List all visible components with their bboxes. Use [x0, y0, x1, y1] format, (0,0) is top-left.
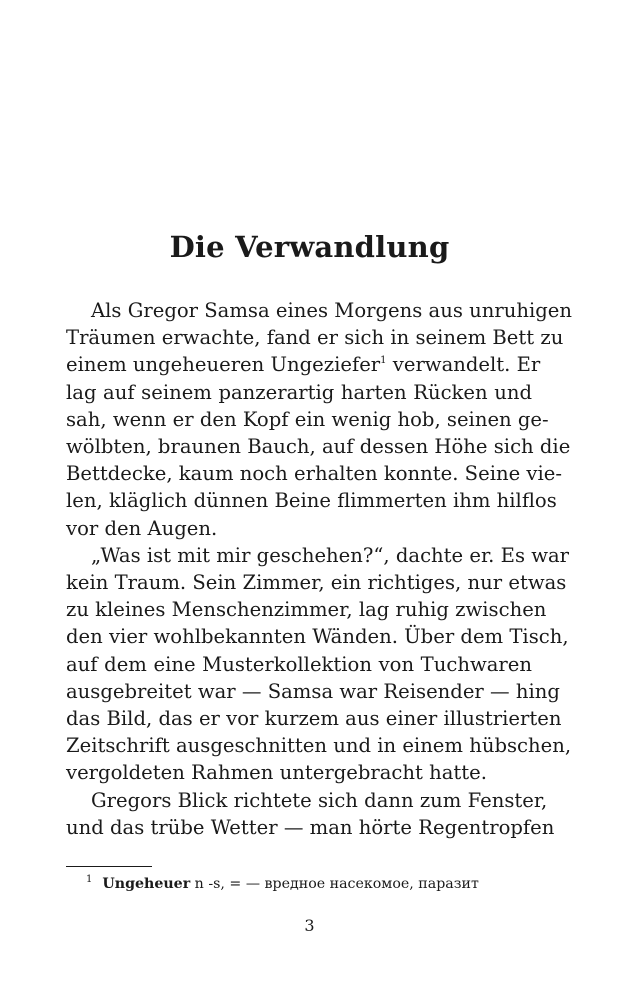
- paragraph-1: [66, 297, 572, 542]
- text-line: vergoldeten Rahmen untergebracht hatte.: [66, 761, 487, 785]
- footnote-term: Ungeheuer: [102, 876, 191, 892]
- text-line: Zeitschrift ausgeschnitten und in einem hübschen,: [66, 734, 572, 758]
- text-line: kein Traum. Sein Zimmer, ein richtiges, nur etwas: [66, 571, 567, 595]
- text-line: Als Gregor Samsa eines Morgens aus unruhigen: [91, 299, 572, 322]
- text-line-part: einem ungeheueren Ungeziefer: [66, 353, 381, 377]
- text-line: Träumen erwachte, fand er sich in seinem Bett zu: [66, 326, 564, 350]
- text-line: vor den Augen.: [66, 516, 218, 540]
- text-line: Bettdecke, kaum noch erhalten konnte. Seine vie-: [66, 462, 562, 486]
- footnote-divider: [66, 866, 152, 867]
- text-line: auf dem eine Musterkollektion von Tuchwaren: [66, 652, 532, 676]
- text-line: Gregors Blick richtete sich dann zum Fenster,: [91, 788, 548, 812]
- text-line: und das trübe Wetter — man hörte Regentropfen: [66, 815, 555, 839]
- text-line: „Was ist mit mir geschehen?“, dachte er. Es war: [91, 543, 570, 567]
- footnote-grammar: n -s, = —: [190, 876, 265, 892]
- footnote: [86, 874, 479, 894]
- footnote-translation: вредное насекомое, паразит: [264, 876, 479, 892]
- text-line: len, kläglich dünnen Beine flimmerten ihm hilflos: [66, 489, 557, 513]
- footnote-marker: 1: [86, 874, 93, 885]
- footnote-reference: 1: [380, 355, 387, 367]
- text-line: sah, wenn er den Kopf ein wenig hob, seinen ge-: [66, 407, 549, 431]
- text-line: wölbten, braunen Bauch, auf dessen Höhe sich die: [66, 435, 571, 459]
- text-line: das Bild, das er vor kurzem aus einer illustrierten: [66, 707, 562, 731]
- text-line: ausgebreitet war — Samsa war Reisender — hing: [66, 679, 560, 703]
- chapter-title: Die Verwandlung: [169, 230, 450, 264]
- paragraph-2: [66, 542, 572, 787]
- body-text: [66, 297, 572, 841]
- text-line: lag auf seinem panzerartig harten Rücken und: [66, 380, 532, 404]
- text-line: den vier wohlbekannten Wänden. Über dem Tisch,: [66, 625, 569, 649]
- text-line-part: verwandelt. Er: [392, 353, 541, 377]
- text-line: [66, 351, 541, 378]
- paragraph-3: [66, 787, 555, 841]
- text-line: zu kleines Menschenzimmer, lag ruhig zwischen: [66, 598, 547, 622]
- page-number: 3: [304, 916, 315, 935]
